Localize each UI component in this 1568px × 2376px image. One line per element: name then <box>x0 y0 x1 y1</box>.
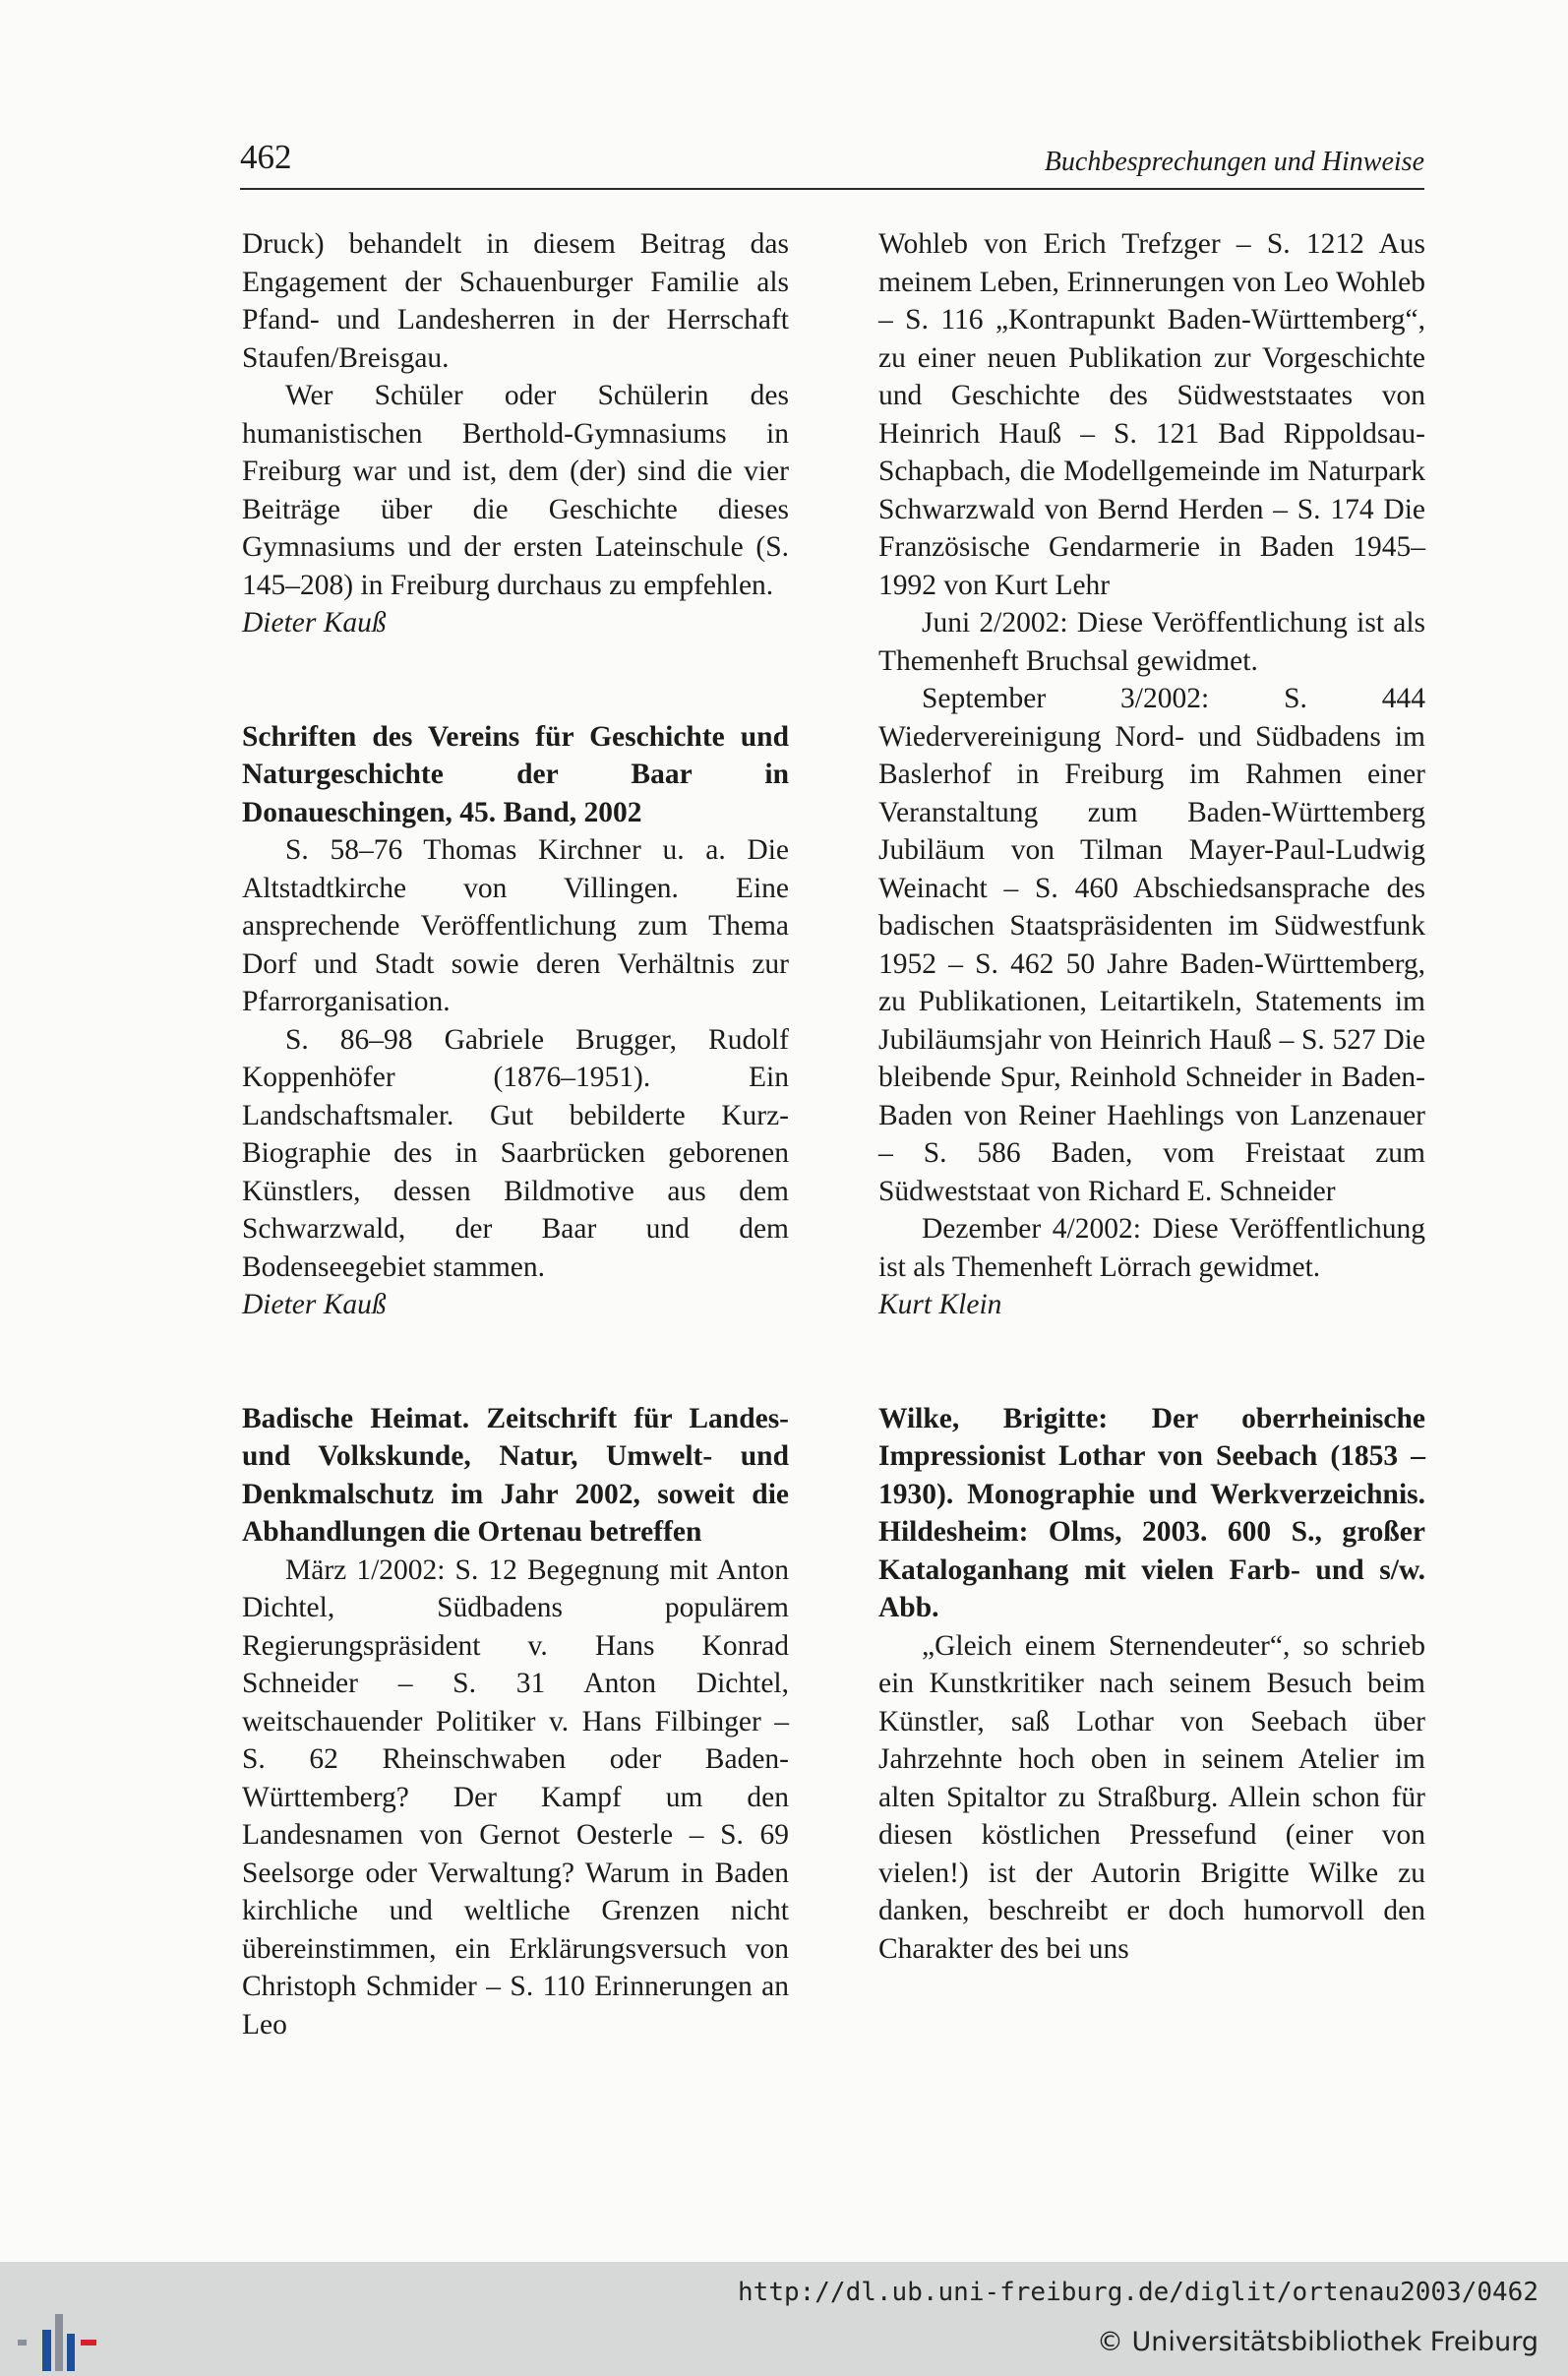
paragraph: September 3/2002: S. 444 Wiedervereinigung Nord- und Südbadens im Baslerhof in Freiburg im Rahmen einer Veranstaltung zum Baden-Württemberg Jubiläum von Tilman Mayer-Paul-Ludwig Weinacht – S. 460 Abschiedsansprache des badischen Staatspräsidenten im Südwestfunk 1952 – S. 462 50 Jahre Baden-Württemberg, zu Publikationen, Leitartikeln, Statements im Jubiläumsjahr von Heinrich Hauß – S. 527 Die bleibende Spur, Reinhold Schneider in Baden-Baden von Reiner Haehlings von Lanzenauer – S. 586 Baden, vom Freistaat zum Südweststaat von Richard E. Schneider <box>878 683 1425 1207</box>
footer-url-link[interactable]: http://dl.ub.uni-freiburg.de/diglit/ortenau2003/0462 <box>738 2278 1538 2307</box>
logo-gray-bar <box>55 2314 63 2371</box>
review-title: Schriften des Vereins für Geschichte und Naturgeschichte der Baar in Donaueschingen, 45. Band, 2002 <box>242 720 789 828</box>
logo-gray-block <box>18 2340 27 2346</box>
left-column <box>242 225 789 2043</box>
logo-blue-bar <box>42 2330 51 2371</box>
review-title: Badische Heimat. Zeitschrift für Landes- und Volkskunde, Natur, Umwelt- und Denkmalschutz im Jahr 2002, soweit die Abhandlungen die Ortenau betreffen <box>242 1402 789 1548</box>
paragraph: Wer Schüler oder Schülerin des humanistischen Berthold-Gymnasiums in Freiburg war und ist, dem (der) sind die vier Beiträge über die Geschichte dieses Gymnasiums und der ersten Lateinschule (S. 145–208) in Freiburg durchaus zu empfehlen. <box>242 380 789 601</box>
review-signature: Kurt Klein <box>878 1289 1002 1320</box>
paragraph: März 1/2002: S. 12 Begegnung mit Anton Dichtel, Südbadens populärem Regierungspräsident v. Hans Konrad Schneider – S. 31 Anton Dichtel, weitschauender Politiker v. Hans Filbinger – S. 62 Rheinschwaben oder Baden-Württemberg? Der Kampf um den Landesnamen von Gernot Oesterle – S. 69 Seelsorge oder Verwaltung? Warum in Baden kirchliche und weltliche Grenzen nicht übereinstimmen, ein Erklärungsversuch von Christoph Schmider – S. 110 Erinnerungen an Leo <box>242 1554 789 2041</box>
paragraph: Dezember 4/2002: Diese Veröffentlichung ist als Themenheft Lörrach gewidmet. <box>878 1213 1425 1283</box>
section-gap <box>242 642 789 718</box>
page-number: 462 <box>240 138 292 176</box>
running-head: Buchbesprechungen und Hinweise <box>1044 147 1424 177</box>
paragraph: „Gleich einem Sternendeuter“, so schrieb ein Kunstkritiker nach seinem Besuch beim Künstler, saß Lothar von Seebach über Jahrzehnte hoch oben in seinem Atelier im alten Spitaltor zu Straßburg. Allein schon für diesen köstlichen Pressefund (einer von vielen!) ist der Autorin Brigitte Wilke zu danken, beschreibt er doch humorvoll den Charakter des bei uns <box>878 1629 1425 1965</box>
header-rule <box>240 188 1424 190</box>
logo-red-block <box>81 2340 96 2346</box>
paragraph: S. 86–98 Gabriele Brugger, Rudolf Koppenhöfer (1876–1951). Ein Landschaftsmaler. Gut bebilderte Kurz-Biographie des in Saarbrücken geborenen Künstlers, dessen Bildmotive aus dem Schwarzwald, der Baar und dem Bodenseegebiet stammen. <box>242 1023 789 1283</box>
footer-copyright: © Universitätsbibliothek Freiburg <box>1096 2327 1538 2357</box>
right-column <box>878 225 1425 1968</box>
paragraph: Juni 2/2002: Diese Veröffentlichung ist als Themenheft Bruchsal gewidmet. <box>878 607 1425 677</box>
review-signature: Dieter Kauß <box>242 1289 387 1320</box>
section-gap <box>242 1324 789 1400</box>
review-signature: Dieter Kauß <box>242 607 387 639</box>
paragraph: S. 58–76 Thomas Kirchner u. a. Die Altstadtkirche von Villingen. Eine ansprechende Veröffentlichung zum Thema Dorf und Stadt sowie deren Verhältnis zur Pfarrorganisation. <box>242 834 789 1017</box>
section-gap <box>878 1324 1425 1400</box>
paragraph: Druck) behandelt in diesem Beitrag das Engagement der Schauenburger Familie als Pfand- und Landesherren in der Herrschaft Staufen/Breisgau. <box>242 228 789 374</box>
review-title: Wilke, Brigitte: Der oberrheinische Impressionist Lothar von Seebach (1853 – 1930). Monographie und Werkverzeichnis. Hildesheim: Olms, 2003. 600 S., großer Kataloganhang mit vielen Farb- und s/w. Abb. <box>878 1402 1425 1623</box>
paragraph: Wohleb von Erich Trefzger – S. 1212 Aus meinem Leben, Erinnerungen von Leo Wohleb – S. 116 „Kontrapunkt Baden-Württemberg“, zu einer neuen Publikation zur Vorgeschichte und Geschichte des Südweststaates von Heinrich Hauß – S. 121 Bad Rippoldsau-Schapbach, die Modellgemeinde im Naturpark Schwarzwald von Bernd Herden – S. 174 Die Französische Gendarmerie in Baden 1945–1992 von Kurt Lehr <box>878 228 1425 601</box>
ub-freiburg-logo-icon <box>18 2314 100 2371</box>
logo-blue-bar <box>67 2334 75 2371</box>
